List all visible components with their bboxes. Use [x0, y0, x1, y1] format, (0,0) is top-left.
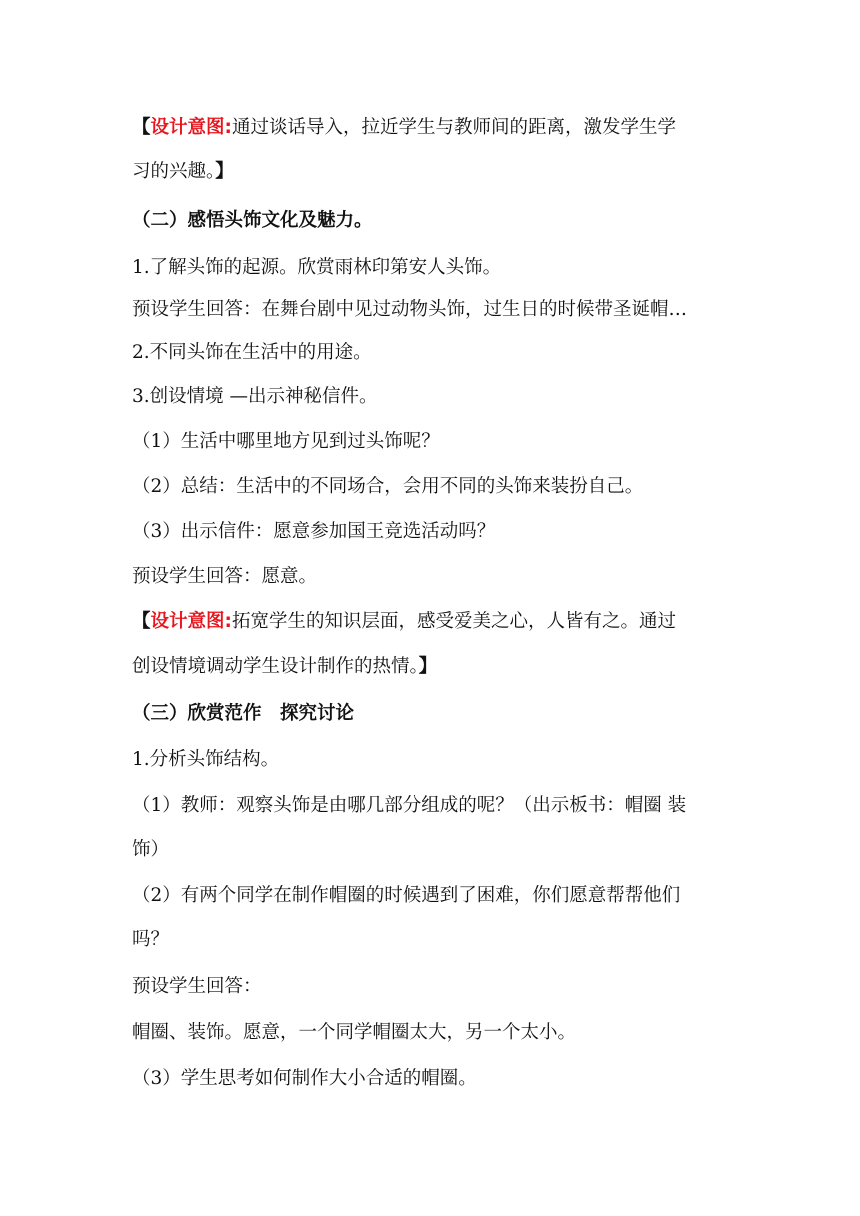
section-2-sub-1: （1）生活中哪里地方见到过头饰呢？: [132, 431, 440, 452]
note-text: 拓宽学生的知识层面，感受爱美之心，人皆有之。通过: [231, 611, 676, 632]
section-3-sub-2-line-1: （2）有两个同学在制作帽圈的时候遇到了困难，你们愿意帮帮他们: [132, 885, 681, 906]
section-3-sub-2-line-2: 吗？: [132, 929, 170, 950]
section-2-item-1: 1.了解头饰的起源。欣赏雨林印第安人头饰。: [132, 257, 502, 278]
section-3-answer-text: 帽圈、装饰。愿意，一个同学帽圈太大，另一个太小。: [132, 1022, 577, 1043]
design-intent-label: 设计意图: [150, 117, 225, 138]
section-3-heading: （三）欣赏范作 探究讨论: [132, 703, 355, 724]
label-colon: :: [224, 117, 232, 138]
design-intent-note-2-line-2: [132, 655, 732, 679]
design-intent-note-2-line-1: [132, 610, 732, 634]
section-2-answer-1: 预设学生回答：在舞台剧中见过动物头饰，过生日的时候带圣诞帽…: [132, 299, 688, 320]
bracket-close: 】: [215, 161, 234, 182]
section-2-heading: （二）感悟头饰文化及魅力。: [132, 210, 373, 231]
bracket-open: 【: [132, 611, 151, 632]
note-text: 创设情境调动学生设计制作的热情。: [132, 656, 419, 677]
bracket-open: 【: [132, 117, 151, 138]
design-intent-label: 设计意图: [150, 611, 225, 632]
section-2-item-2: 2.不同头饰在生活中的用途。: [132, 342, 372, 363]
design-intent-note-1-line-2: [132, 160, 732, 184]
section-3-sub-3: （3）学生思考如何制作大小合适的帽圈。: [132, 1068, 477, 1089]
section-2-sub-3: （3）出示信件：愿意参加国王竞选活动吗？: [132, 521, 496, 542]
bracket-close: 】: [418, 656, 438, 677]
note-text: 通过谈话导入，拉近学生与教师间的距离，激发学生学: [231, 117, 676, 138]
section-3-sub-1-line-2: 饰）: [132, 839, 170, 860]
section-2-answer-2: 预设学生回答：愿意。: [132, 566, 318, 587]
section-3-answer-label: 预设学生回答：: [132, 976, 262, 997]
section-2-item-3: 3.创设情境 —出示神秘信件。: [132, 386, 378, 407]
note-text: 习的兴趣。: [132, 161, 216, 182]
design-intent-note-1-line-1: [132, 116, 732, 140]
section-3-sub-1-line-1: （1）教师：观察头饰是由哪几部分组成的呢？（出示板书：帽圈 装: [132, 795, 687, 816]
section-2-sub-2: （2）总结：生活中的不同场合，会用不同的头饰来装扮自己。: [132, 476, 644, 497]
section-3-item-1: 1.分析头饰结构。: [132, 749, 280, 770]
label-colon: :: [224, 611, 232, 632]
